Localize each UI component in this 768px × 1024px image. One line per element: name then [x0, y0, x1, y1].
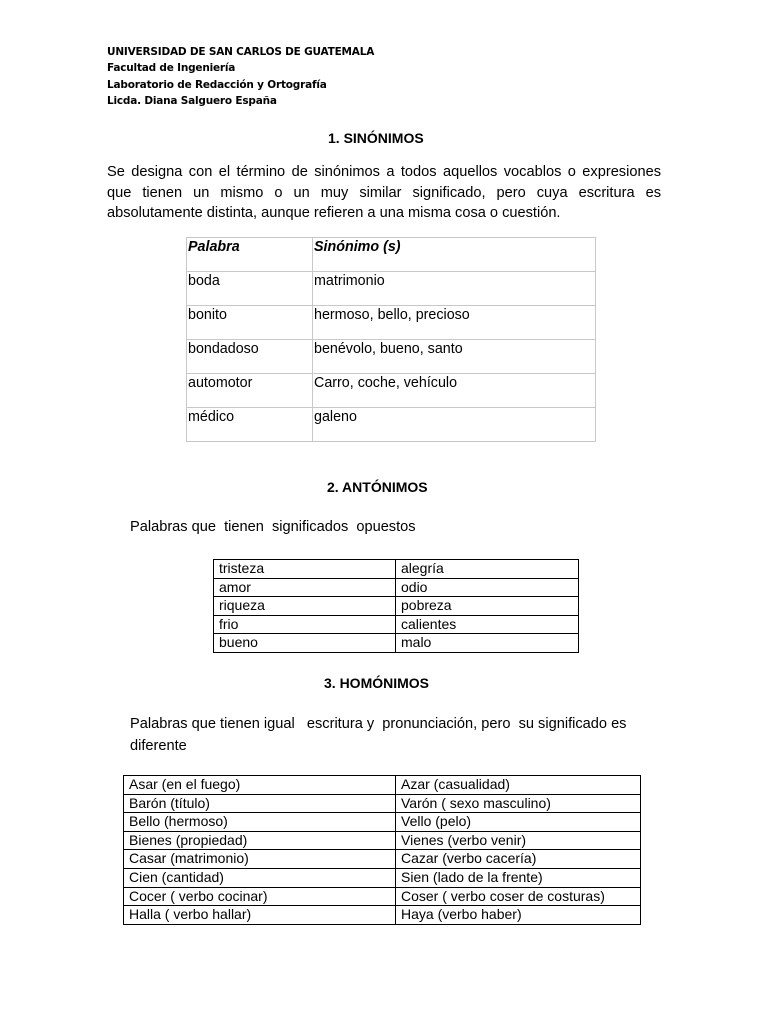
column-header-word	[187, 238, 313, 272]
word-cell: Asar (en el fuego)	[124, 776, 396, 795]
word-cell: tristeza	[214, 560, 396, 579]
homonym-cell: Varón ( sexo masculino)	[396, 794, 641, 813]
word-cell: Bienes (propiedad)	[124, 831, 396, 850]
homonym-cell: Cazar (verbo cacería)	[396, 850, 641, 869]
homonym-cell: Haya (verbo haber)	[396, 906, 641, 925]
antonyms-table	[213, 559, 579, 653]
antonym-cell: odio	[396, 578, 579, 597]
homonym-cell: Vienes (verbo venir)	[396, 831, 641, 850]
antonyms-title: 2. ANTÓNIMOS	[327, 479, 428, 495]
table-row	[214, 597, 579, 616]
table-row	[124, 850, 641, 869]
header-lab: Laboratorio de Redacción y Ortografía	[107, 78, 327, 91]
table-row	[124, 906, 641, 925]
header-university: UNIVERSIDAD DE SAN CARLOS DE GUATEMALA	[107, 46, 375, 58]
table-row	[124, 831, 641, 850]
synonyms-intro: Se designa con el término de sinónimos a todos aquellos vocablos o expresiones que tienen un mismo o un muy similar significado, pero cuya escritura es absolutamente distinta, aunque refieren a una misma cosa o cuestión.	[107, 164, 661, 221]
homonyms-intro: Palabras que tienen igual escritura y pronunciación, pero su significado es diferente	[130, 716, 631, 754]
word-cell: automotor	[187, 374, 313, 408]
synonym-cell: Carro, coche, vehículo	[313, 374, 596, 408]
column-header-label: Sinónimo (s)	[314, 239, 401, 255]
table-row	[124, 813, 641, 832]
word-cell: boda	[187, 272, 313, 306]
word-cell: Cocer ( verbo cocinar)	[124, 887, 396, 906]
word-cell: bonito	[187, 306, 313, 340]
table-row	[124, 794, 641, 813]
table-row	[124, 776, 641, 795]
table-row	[124, 868, 641, 887]
synonym-cell: benévolo, bueno, santo	[313, 340, 596, 374]
homonym-cell: Vello (pelo)	[396, 813, 641, 832]
synonyms-table	[186, 237, 596, 442]
homonym-cell: Azar (casualidad)	[396, 776, 641, 795]
word-cell: frio	[214, 615, 396, 634]
table-row	[214, 560, 579, 579]
word-cell: Halla ( verbo hallar)	[124, 906, 396, 925]
table-row	[187, 272, 596, 306]
word-cell: amor	[214, 578, 396, 597]
column-header-label: Palabra	[188, 239, 240, 255]
table-row	[187, 374, 596, 408]
homonyms-table	[123, 775, 641, 925]
table-row	[187, 306, 596, 340]
antonym-cell: pobreza	[396, 597, 579, 616]
antonyms-intro: Palabras que tienen significados opuestos	[130, 519, 416, 535]
header-instructor: Licda. Diana Salguero España	[107, 94, 277, 107]
synonym-cell: hermoso, bello, precioso	[313, 306, 596, 340]
table-row	[187, 408, 596, 442]
homonyms-title: 3. HOMÓNIMOS	[324, 675, 430, 691]
word-cell: Cien (cantidad)	[124, 868, 396, 887]
antonym-cell: alegría	[396, 560, 579, 579]
document-header	[107, 44, 374, 109]
column-header-synonym	[313, 238, 596, 272]
synonym-cell: matrimonio	[313, 272, 596, 306]
word-cell: Barón (título)	[124, 794, 396, 813]
word-cell: riqueza	[214, 597, 396, 616]
table-row	[214, 578, 579, 597]
antonym-cell: calientes	[396, 615, 579, 634]
word-cell: bondadoso	[187, 340, 313, 374]
antonym-cell: malo	[396, 634, 579, 653]
synonyms-title: 1. SINÓNIMOS	[328, 130, 424, 146]
word-cell: bueno	[214, 634, 396, 653]
word-cell: Casar (matrimonio)	[124, 850, 396, 869]
header-faculty: Facultad de Ingeniería	[107, 62, 236, 75]
homonym-cell: Sien (lado de la frente)	[396, 868, 641, 887]
table-row	[187, 340, 596, 374]
word-cell: Bello (hermoso)	[124, 813, 396, 832]
synonym-cell: galeno	[313, 408, 596, 442]
table-row	[124, 887, 641, 906]
table-row	[214, 615, 579, 634]
word-cell: médico	[187, 408, 313, 442]
table-row	[214, 634, 579, 653]
homonym-cell: Coser ( verbo coser de costuras)	[396, 887, 641, 906]
table-header-row	[187, 238, 596, 272]
